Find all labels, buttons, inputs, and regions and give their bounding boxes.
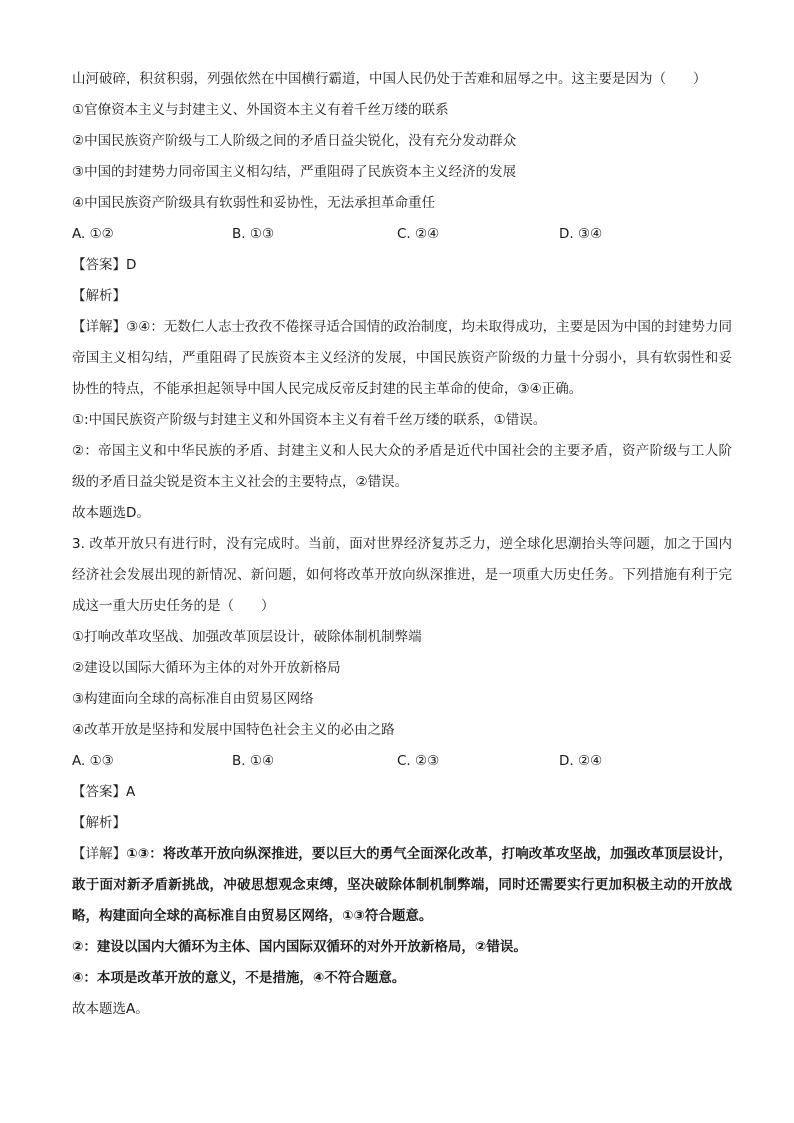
q3-options: [72, 746, 732, 777]
q2-detail-2: ①:中国民族资产阶级与封建主义和外国资本主义有着千丝万缕的联系，①错误。: [72, 412, 547, 428]
q2-detail-1-text: ③④：无数仁人志士孜孜不倦探寻适合国情的政治制度，均未取得成功，主要是因为中国的封建势力同帝国主义相勾结，严重阻碍了民族资本主义经济的发展，中国民族资产阶级的力量十分弱小，具有软弱性和妥协性的特点，不能承担起领导中国人民完成反帝反封建的民主革命的使命，③④正确。: [72, 319, 732, 397]
q3-detail-3: ④：本项是改革开放的意义，不是措施，④不符合题意。: [72, 970, 406, 986]
q3-analysis-label: 【解析】: [72, 815, 126, 831]
q2-option-d: D. ③④: [559, 226, 603, 242]
q3-item-1: ①打响改革攻坚战、加强改革顶层设计，破除体制机制弊端: [72, 629, 422, 645]
q3-stem: 3. 改革开放只有进行时，没有完成时。当前，面对世界经济复苏乏力，逆全球化思潮抬头等问题，加之于国内经济社会发展出现的新情况、新问题，如何将改革开放向纵深推进，是一项重大历史任务。下列措施有利于完成这一重大历史任务的是（ ）: [72, 536, 732, 614]
q3-conclusion: 故本题选A。: [72, 1001, 149, 1017]
q3-option-c: C. ②③: [397, 753, 440, 769]
q2-item-2: ②中国民族资产阶级与工人阶级之间的矛盾日益尖锐化，没有充分发动群众: [72, 133, 517, 149]
q2-answer-label: 【答案】: [72, 257, 126, 273]
q2-answer-value: D: [126, 257, 137, 273]
q2-analysis-label: 【解析】: [72, 288, 126, 304]
q3-detail-1-text: ①③：将改革开放向纵深推进，要以巨大的勇气全面深化改革，打响改革攻坚战，加强改革顶层设计，敢于面对新矛盾新挑战，冲破思想观念束缚，坚决破除体制机制弊端，同时还需要实行更加积极主动的开放战略，构建面向全球的高标准自由贸易区网络，①③符合题意。: [72, 846, 733, 924]
q3-option-b: B. ①④: [232, 753, 275, 769]
q3-item-4: ④改革开放是坚持和发展中国特色社会主义的必由之路: [72, 722, 395, 738]
q3-answer-label: 【答案】: [72, 784, 126, 800]
q2-option-c: C. ②④: [397, 226, 440, 242]
q2-item-3: ③中国的封建势力同帝国主义相勾结，严重阻碍了民族资本主义经济的发展: [72, 164, 517, 180]
q2-detail-3: ②：帝国主义和中华民族的矛盾、封建主义和人民大众的矛盾是近代中国社会的主要矛盾，资产阶级与工人阶级的矛盾日益尖锐是资本主义社会的主要特点，②错误。: [72, 443, 732, 490]
q2-stem: 山河破碎，积贫积弱，列强依然在中国横行霸道，中国人民仍处于苦难和屈辱之中。这主要是因为（ ）: [72, 71, 707, 87]
q3-option-d: D. ②④: [559, 753, 603, 769]
q2-option-b: B. ①③: [232, 226, 275, 242]
q2-item-4: ④中国民族资产阶级具有软弱性和妥协性，无法承担革命重任: [72, 195, 436, 211]
q2-answer: [72, 250, 732, 281]
q2-detail-label: 【详解】: [72, 319, 127, 335]
q3-detail-2: ②：建设以国内大循环为主体、国内国际双循环的对外开放新格局，②错误。: [72, 939, 527, 955]
q3-answer: [72, 777, 732, 808]
q2-options: [72, 219, 732, 250]
q3-answer-value: A: [126, 784, 136, 800]
q2-detail-1: [72, 312, 732, 405]
q3-item-3: ③构建面向全球的高标准自由贸易区网络: [72, 691, 314, 707]
q2-conclusion: 故本题选D。: [72, 505, 150, 521]
q3-detail-label: 【详解】: [72, 846, 127, 862]
q2-item-1: ①官僚资本主义与封建主义、外国资本主义有着千丝万缕的联系: [72, 102, 449, 118]
q3-option-a: A. ①③: [72, 753, 114, 769]
q3-detail-1: [72, 839, 732, 932]
q2-option-a: A. ①②: [72, 226, 114, 242]
document-page: [72, 64, 732, 1025]
q3-item-2: ②建设以国际大循环为主体的对外开放新格局: [72, 660, 341, 676]
